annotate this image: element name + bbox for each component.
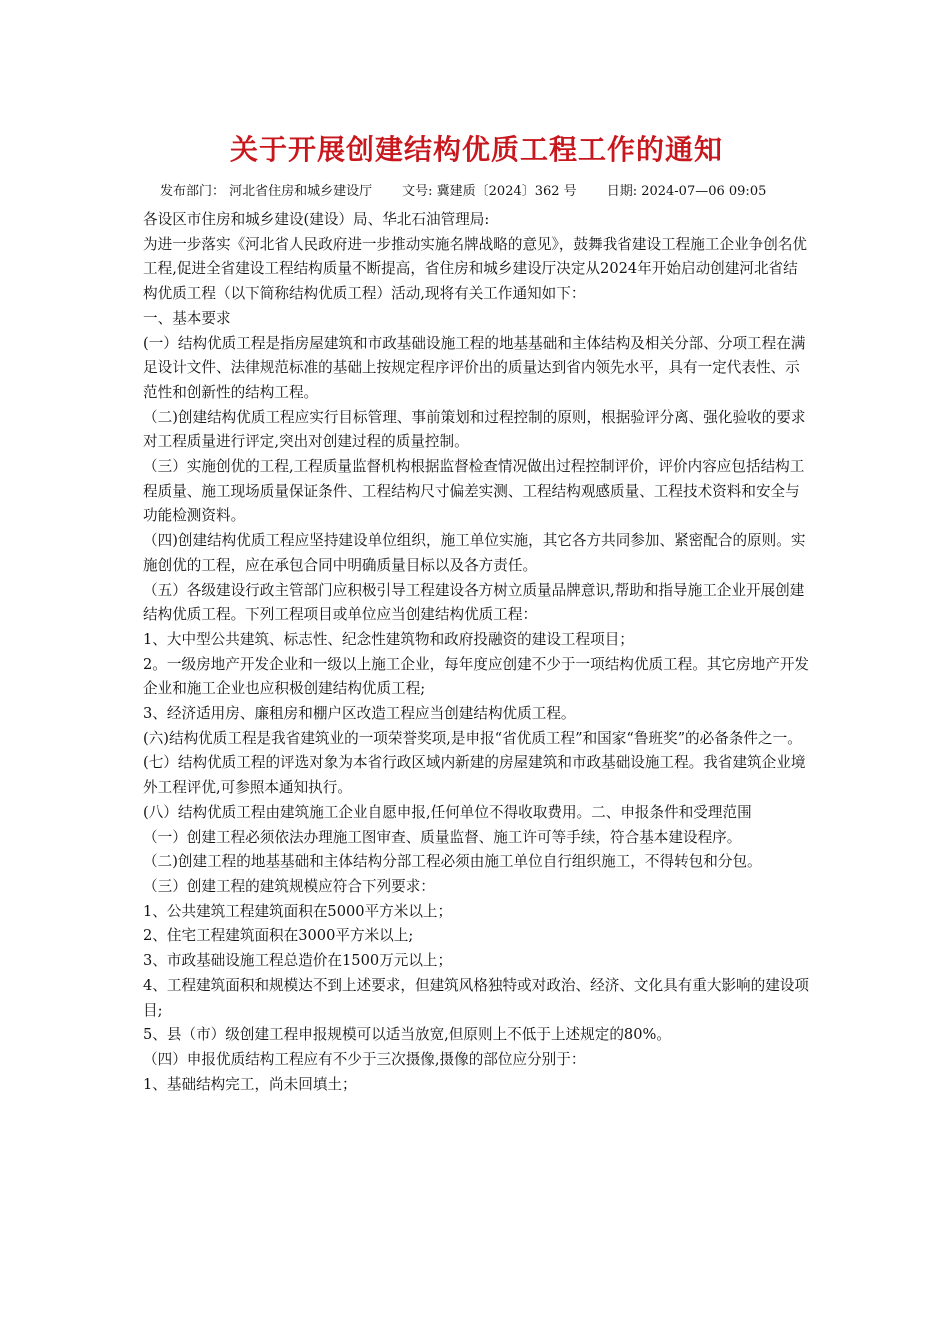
paragraph: (一）结构优质工程是指房屋建筑和市政基础设施工程的地基基础和主体结构及相关分部、分项工程在满足设计文件、法律规范标准的基础上按规定程序评价出的质量达到省内领先水平，具有一定代表性、示范性和创新性的结构工程。 [143,334,806,401]
document-meta [143,184,810,200]
paragraph: 为进一步落实《河北省人民政府进一步推动实施名牌战略的意见》，鼓舞我省建设工程施工企业争创名优工程,促进全省建设工程结构质量不断提高，省住房和城乡建设厅决定从2024年开始启动创建河北省结构优质工程（以下简称结构优质工程）活动,现将有关工作通知如下： [143,235,808,303]
paragraph: 4、工程建筑面积和规模达不到上述要求，但建筑风格独特或对政治、经济、文化具有重大影响的建设项目; [143,976,810,1019]
paragraph: 2。一级房地产开发企业和一级以上施工企业，每年度应创建不少于一项结构优质工程。其它房地产开发企业和施工企业也应积极创建结构优质工程; [143,655,810,698]
paragraph: 各设区市住房和城乡建设(建设）局、华北石油管理局: [143,211,490,228]
paragraph: 一、基本要求 [143,309,231,327]
paragraph: 5、县（市）级创建工程申报规模可以适当放宽,但原则上不低于上述规定的80%。 [143,1026,671,1044]
paragraph: （四）申报优质结构工程应有不少于三次摄像,摄像的部位应分别于： [143,1050,586,1068]
paragraph: 2、住宅工程建筑面积在3000平方米以上; [143,927,414,945]
paragraph: 1、基础结构完工，尚未回填土； [143,1075,357,1093]
paragraph: (六)结构优质工程是我省建筑业的一项荣誉奖项,是申报“省优质工程”和国家“鲁班奖”的必备条件之一。 [143,729,802,747]
document-title: 关于开展创建结构优质工程工作的通知 [229,133,723,166]
paragraph: 1、大中型公共建筑、标志性、纪念性建筑物和政府投融资的建设工程项目； [143,630,634,648]
paragraph: (七）结构优质工程的评选对象为本省行政区域内新建的房屋建筑和市政基础设施工程。我省建筑企业境外工程评优,可参照本通知执行。 [143,754,806,797]
document-number: 文号: 冀建质〔2024〕362 号 [402,184,577,199]
paragraph: （二)创建工程的地基基础和主体结构分部工程必须由施工单位自行组织施工，不得转包和分包。 [143,853,762,871]
paragraph: 1、公共建筑工程建筑面积在5000平方米以上； [143,902,453,920]
document-body [143,208,810,1097]
paragraph: （三）实施创优的工程,工程质量监督机构根据监督检查情况做出过程控制评价，评价内容应包括结构工程质量、施工现场质量保证条件、工程结构尺寸偏差实测、工程结构观感质量、工程技术资料和安全与功能检测资料。 [143,458,805,525]
paragraph: （五）各级建设行政主管部门应积极引导工程建设各方树立质量品牌意识,帮助和指导施工企业开展创建结构优质工程。下列工程项目或单位应当创建结构优质工程： [143,581,805,624]
paragraph: （三）创建工程的建筑规模应符合下列要求： [143,877,435,895]
paragraph: （四)创建结构优质工程应坚持建设单位组织，施工单位实施，其它各方共同参加、紧密配合的原则。实施创优的工程，应在承包合同中明确质量目标以及各方责任。 [143,532,806,574]
paragraph: (八）结构优质工程由建筑施工企业自愿申报,任何单位不得收取费用。二、申报条件和受理范围 [143,803,752,821]
issuing-department: 发布部门： 河北省住房和城乡建设厅 [160,184,373,199]
paragraph: 3、市政基础设施工程总造价在1500万元以上； [143,952,453,970]
paragraph: （二)创建结构优质工程应实行目标管理、事前策划和过程控制的原则，根据验评分离、强化验收的要求对工程质量进行评定,突出对创建过程的质量控制。 [143,408,806,451]
paragraph: 3、经济适用房、廉租房和棚户区改造工程应当创建结构优质工程。 [143,705,576,723]
publish-date: 日期: 2024-07—06 09:05 [606,184,767,199]
paragraph: （一）创建工程必须依法办理施工图审查、质量监督、施工许可等手续，符合基本建设程序。 [143,828,742,846]
